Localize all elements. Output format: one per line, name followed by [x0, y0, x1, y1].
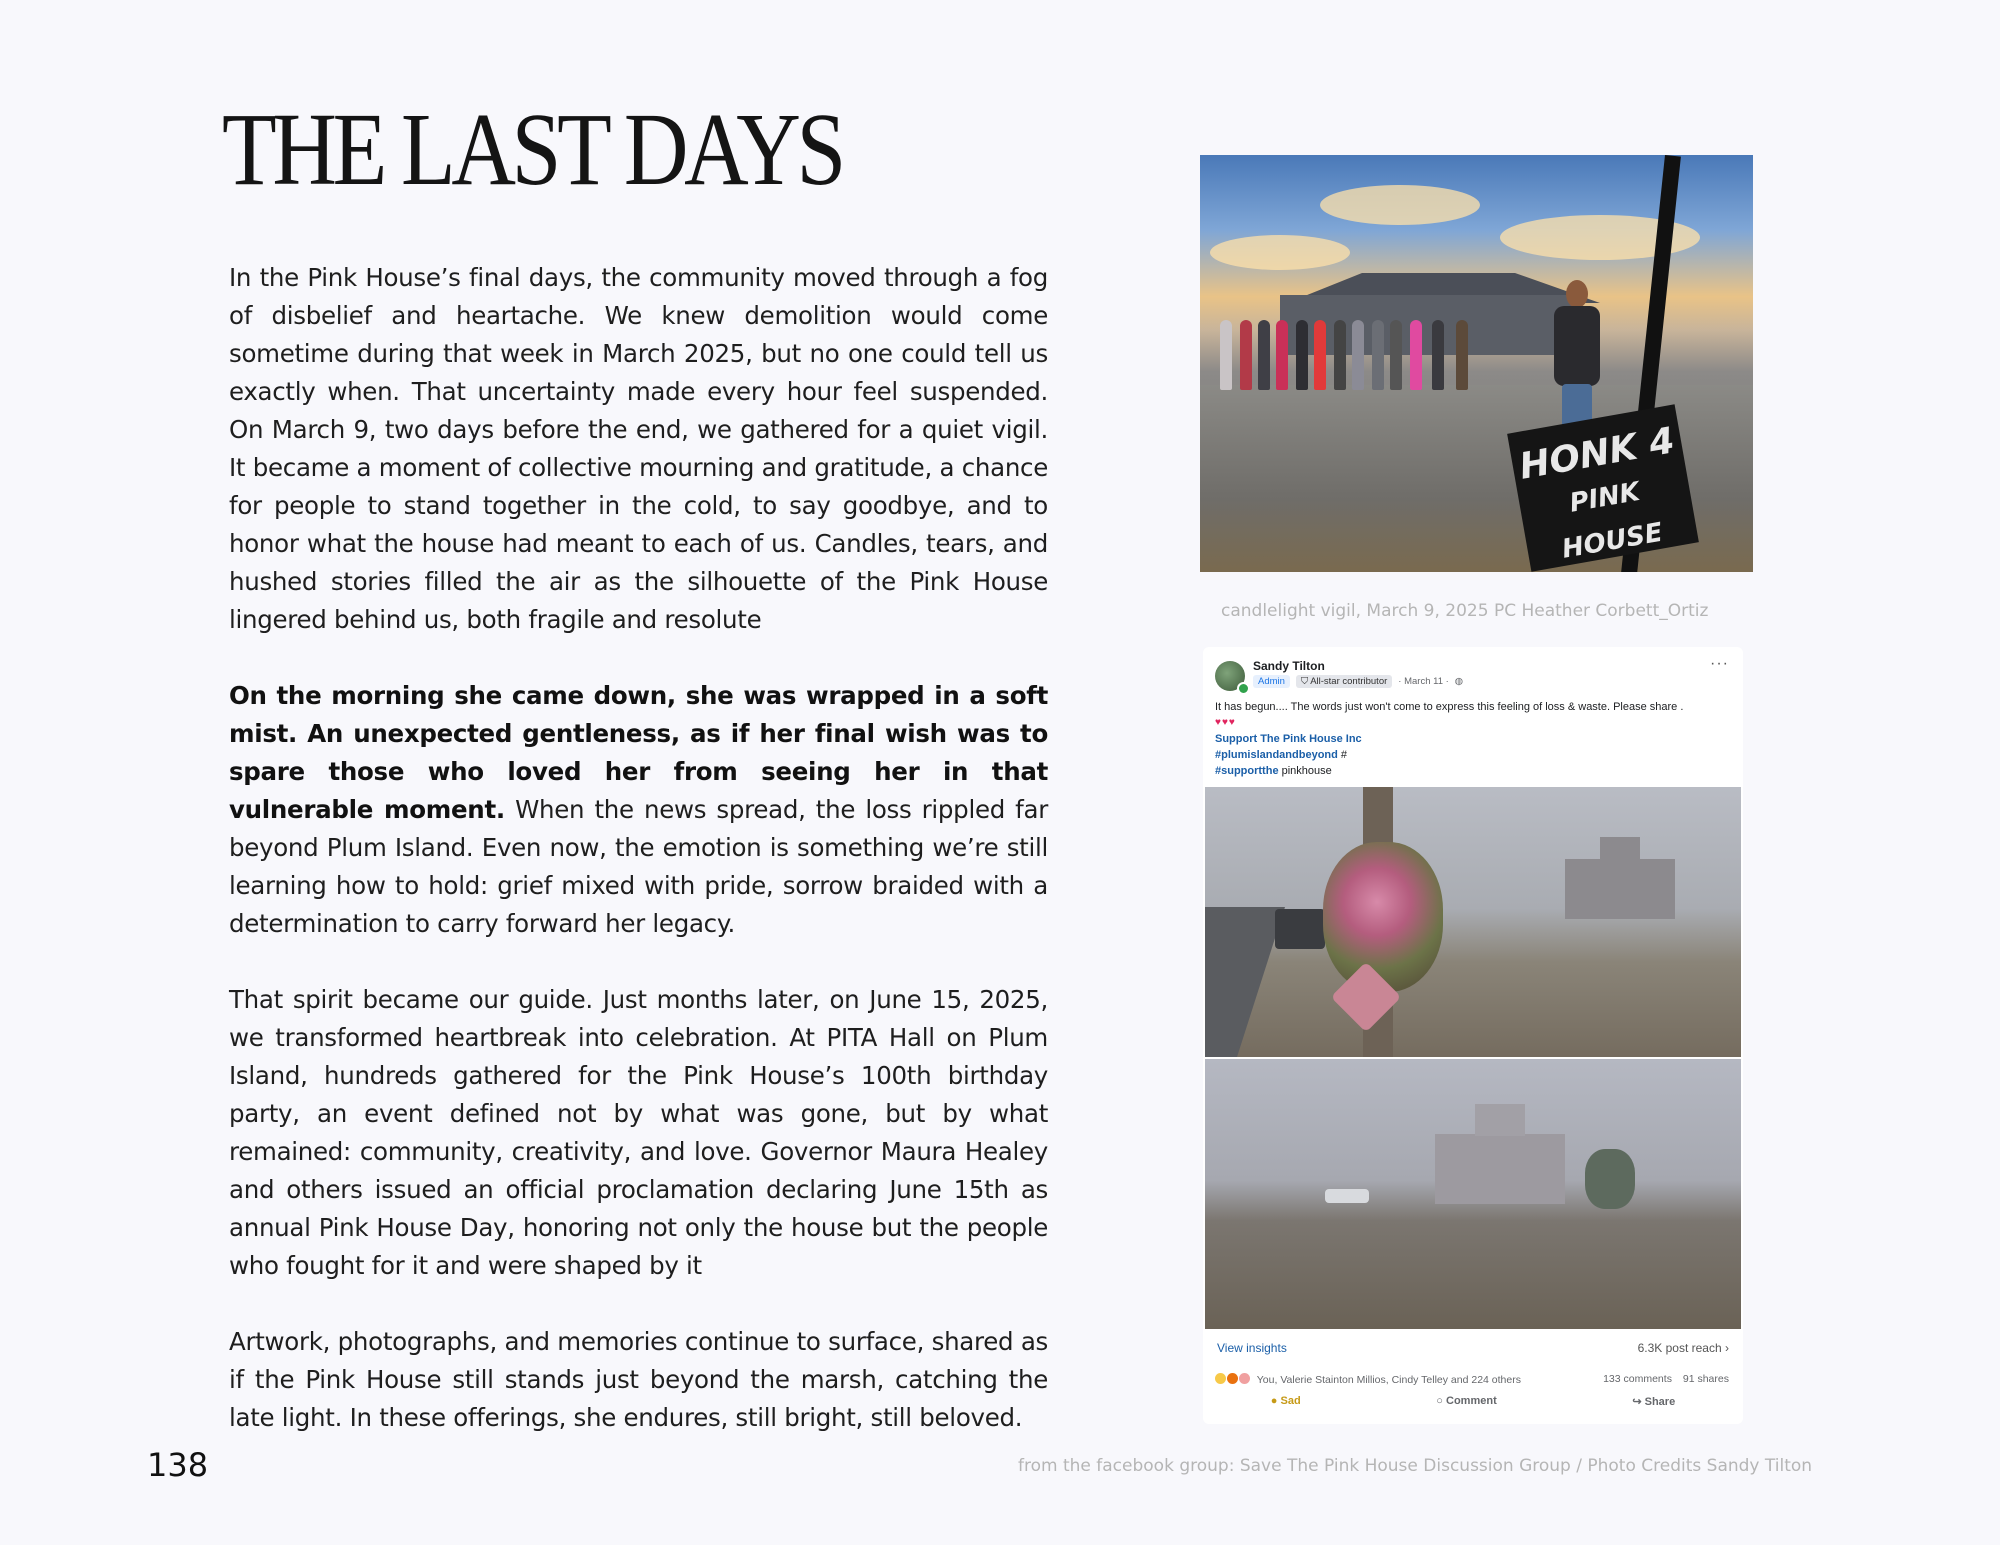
paragraph-demolition [229, 677, 1048, 943]
crowd-person [1296, 320, 1308, 390]
sign-line-1: HONK 4 [1516, 420, 1678, 488]
comment-icon: ○ [1436, 1395, 1443, 1407]
post-text [1215, 699, 1735, 779]
vigil-photo-caption: candlelight vigil, March 9, 2025 PC Heather Corbett_Ortiz [1221, 601, 1709, 621]
reactions-summary [1215, 1373, 1521, 1386]
car [1325, 1189, 1369, 1203]
post-reach [1638, 1341, 1729, 1355]
contributor-badge [1296, 675, 1392, 688]
crowd-person [1372, 320, 1384, 390]
house-cupola [1600, 837, 1640, 861]
road [1205, 907, 1285, 1057]
crowd-person [1334, 320, 1346, 390]
angry-emoji-icon [1227, 1373, 1238, 1384]
sad-emoji-icon [1215, 1373, 1226, 1384]
comments-count: 133 comments [1603, 1373, 1672, 1385]
facebook-post-screenshot [1203, 647, 1743, 1424]
tree [1585, 1149, 1635, 1209]
comment-action [1436, 1395, 1496, 1408]
crowd-person [1390, 320, 1402, 390]
online-indicator [1237, 682, 1250, 695]
post-reach-text: 6.3K post reach [1637, 1341, 1722, 1355]
share-action [1632, 1395, 1675, 1408]
chevron-right-icon: › [1721, 1341, 1729, 1355]
pink-house [1565, 859, 1675, 919]
post-message: It has begun.... The words just won't come to express this feeling of loss & waste. Please share . [1215, 701, 1684, 713]
page-link: Support The Pink House Inc [1215, 733, 1362, 745]
crowd-person [1258, 320, 1270, 390]
admin-badge: Admin [1253, 675, 1290, 688]
globe-icon: ◍ [1454, 676, 1464, 687]
sad-label: Sad [1280, 1395, 1301, 1407]
pink-house [1435, 1134, 1565, 1204]
article-body [229, 259, 1048, 1475]
hashtag-plumisland: #plumislandandbeyond [1215, 749, 1338, 761]
memorial-wreath [1323, 842, 1443, 992]
post-actions [1203, 1395, 1743, 1408]
crowd-person [1456, 320, 1468, 390]
crowd-person [1276, 320, 1288, 390]
page-number: 138 [147, 1446, 209, 1484]
engagement-counts [1603, 1373, 1729, 1385]
crowd-person [1220, 320, 1232, 390]
house-cupola [1475, 1104, 1525, 1136]
paragraph-memories: Artwork, photographs, and memories continue to surface, shared as if the Pink House still stands just beyond the marsh, catching the late light. In these offerings, she endures, still bright, still beloved. [229, 1327, 1048, 1432]
crowd-person [1352, 320, 1364, 390]
crowd-person [1432, 320, 1444, 390]
paragraph-demolition-bold: On the morning she came down, she was wrapped in a soft mist. An unexpected gentleness, as if her final wish was to spare those who loved her from seeing her in that vulnerable moment. [229, 681, 1048, 824]
wreath-photo [1205, 787, 1741, 1057]
page-title: THE LAST DAYS [222, 92, 842, 207]
hashtag-suffix: pinkhouse [1278, 765, 1332, 777]
crowd-person [1410, 320, 1422, 390]
crowd-person [1240, 320, 1252, 390]
cloud [1210, 235, 1350, 270]
view-insights-link: View insights [1217, 1341, 1287, 1355]
comment-label: Comment [1446, 1395, 1497, 1407]
post-author: Sandy Tilton [1253, 659, 1325, 673]
more-options-icon: ··· [1710, 655, 1729, 672]
foggy-house-photo [1205, 1059, 1741, 1329]
post-date: · March 11 · [1398, 676, 1449, 687]
vigil-photo [1200, 155, 1753, 572]
honk-sign [1507, 404, 1699, 571]
paragraph-demolition-rest: When the news spread, the loss rippled far beyond Plum Island. Even now, the emotion is something we’re still learning how to hold: grief mixed with pride, sorrow braided with a determination to carry forward her legacy. [229, 795, 1048, 938]
hashtag-suffix: # [1337, 749, 1348, 761]
sad-action [1271, 1395, 1301, 1408]
cloud [1320, 185, 1480, 225]
paragraph-celebration: That spirit became our guide. Just months later, on June 15, 2025, we transformed heartbreak into celebration. At PITA Hall on Plum Island, hundreds gathered for the Pink House’s 100th birthday party, an event defined not by what was gone, but by what remained: community, creativity, and love. Governor Maura Healey and others issued an official proclamation declaring June 15th as annual Pink House Day, honoring not only the house but the people who fought for it and were shaped by it [229, 985, 1048, 1280]
contributor-label: All-star contributor [1310, 676, 1388, 687]
sign-line-2: PINK HOUSE [1559, 476, 1665, 565]
paragraph-vigil: In the Pink House’s final days, the community moved through a fog of disbelief and heartache. We knew demolition would come sometime during that week in March 2025, but no one could tell us exactly when. That uncertainty made every hour feel suspended. On March 9, two days before the end, we gathered for a quiet vigil. It became a moment of collective mourning and gratitude, a chance for people to stand together in the cold, to say goodbye, and to honor what the house had meant to each of us. Candles, tears, and hushed stories filled the air as the silhouette of the Pink House lingered behind us, both fragile and resolute [229, 263, 1048, 634]
hashtag-supportthe: #supportthe [1215, 765, 1279, 777]
shield-icon: ⛉ [1300, 676, 1311, 687]
shares-count: 91 shares [1682, 1373, 1729, 1385]
car [1275, 909, 1325, 949]
photo-credits: from the facebook group: Save The Pink House Discussion Group / Photo Credits Sandy Tilton [1018, 1456, 1813, 1476]
care-emoji-icon [1239, 1373, 1250, 1384]
reactions-text: You, Valerie Stainton Millios, Cindy Telley and 224 others [1256, 1374, 1521, 1386]
crowd-person [1314, 320, 1326, 390]
heart-emojis: ♥♥♥ [1215, 717, 1236, 728]
author-badges [1253, 675, 1463, 688]
sad-emoji-icon: ● [1270, 1395, 1278, 1407]
share-label: Share [1644, 1396, 1676, 1408]
share-icon: ↪ [1632, 1396, 1642, 1408]
